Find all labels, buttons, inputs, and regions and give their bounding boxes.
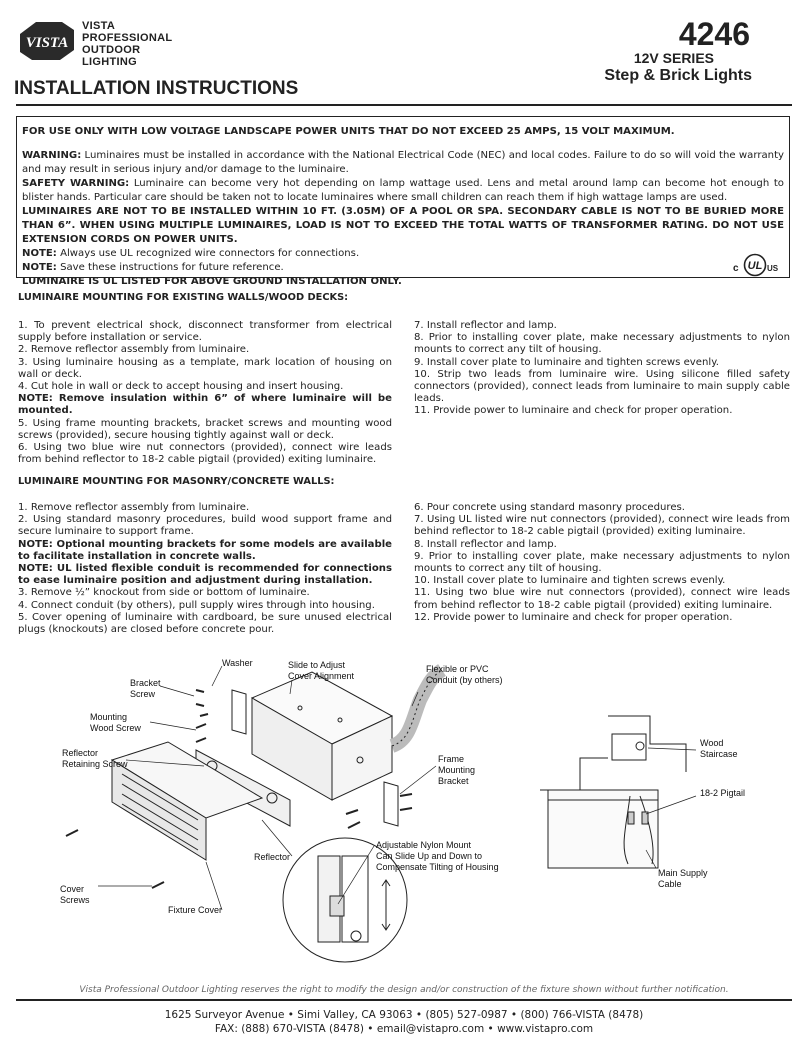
warning-label: WARNING: <box>22 150 82 161</box>
step: 9. Prior to installing cover plate, make necessary adjustments to nylon mounts to correct any tilt of housing. <box>414 550 790 575</box>
staircase-inset <box>540 716 686 868</box>
header-divider <box>16 104 792 106</box>
label-retaining-2: Retaining Screw <box>62 759 128 769</box>
note-label: NOTE: <box>22 248 57 259</box>
step: 10. Install cover plate to luminaire and tighten screws evenly. <box>414 575 726 587</box>
step: 1. To prevent electrical shock, disconnect transformer from electrical supply before installation or service. <box>18 320 392 344</box>
pool-warning: LUMINAIRES ARE NOT TO BE INSTALLED WITHIN 10 FT. (3.05M) OF A POOL OR SPA. SECONDARY CABLE IS NOT TO BE BURIED MORE THAN 6”. WHEN USING MULTIPLE LUMINAIRES, LOAD IS NOT TO EXCEED THE TOTAL WATTS OF TRANSFORMER RATING. DO NOT USE EXTENSION CORDS ON POWER UNITS. <box>22 206 784 245</box>
label-main-supply-1: Main Supply <box>658 868 708 878</box>
label-frame-3: Bracket <box>438 776 469 786</box>
note-label: NOTE: <box>22 262 57 273</box>
step: 8. Prior to installing cover plate, make necessary adjustments to nylon mounts to correct any tilt of housing. <box>414 332 790 356</box>
product-name: Step & Brick Lights <box>604 67 752 84</box>
label-staircase-2: Staircase <box>700 749 738 759</box>
step: 11. Using two blue wire nut connectors (provided), connect wire leads from behind reflector to 18-2 cable pigtail (provided) exiting luminaire. <box>414 587 790 611</box>
masonry-steps-left <box>18 502 392 636</box>
ul-us: US <box>767 264 779 273</box>
company-address: 1625 Surveyor Avenue • Simi Valley, CA 93063 • (805) 527-0987 • (800) 766-VISTA (8478) <box>164 1009 644 1021</box>
step: 6. Pour concrete using standard masonry procedures. <box>414 502 685 513</box>
ul-listing-note: LUMINAIRE IS UL LISTED FOR ABOVE GROUND INSTALLATION ONLY. <box>22 276 402 287</box>
brand-line: VISTA <box>82 20 116 32</box>
housing-box <box>252 672 392 800</box>
series-label: 12V SERIES <box>633 50 714 66</box>
vista-logo <box>16 20 78 62</box>
brand-line: OUTDOOR <box>82 44 141 56</box>
step-note: NOTE: Optional mounting brackets for some models are available to facilitate installation in concrete walls. <box>18 538 392 562</box>
step: 5. Using frame mounting brackets, bracket screws and mounting wood screws (provided), secure housing tightly against wall or deck. <box>18 417 392 441</box>
step: 7. Using UL listed wire nut connectors (provided), connect wire leads from behind reflector to 18-2 cable pigtail (provided) exiting luminaire. <box>414 514 790 538</box>
label-bracket-1: Bracket <box>130 678 161 688</box>
label-slide-2: Cover Alignment <box>288 671 355 681</box>
step: 4. Cut hole in wall or deck to accept housing and insert housing. <box>18 381 344 393</box>
note-text: Save these instructions for future reference. <box>56 262 284 273</box>
step-note: NOTE: Remove insulation within 6” of where luminaire will be mounted. <box>18 393 392 417</box>
safety-warning-text: Luminaire can become very hot depending on lamp wattage used. Lens and metal around lamp can become hot enough to blister hands. Particular care should be taken not to locate luminaires where small children can reach them if high wattage lamps are used. <box>22 178 784 203</box>
section-title-walls: LUMINAIRE MOUNTING FOR EXISTING WALLS/WOOD DECKS: <box>18 292 349 303</box>
ul-c: c <box>733 263 739 274</box>
fixture-cover-part <box>112 742 262 860</box>
label-washer: Washer <box>222 658 253 668</box>
walls-steps-right <box>414 320 790 418</box>
brand-line: PROFESSIONAL <box>82 32 173 44</box>
model-number: 4246 <box>678 16 750 52</box>
masonry-steps-right <box>414 502 790 624</box>
label-conduit-1: Flexible or PVC <box>426 664 489 674</box>
label-cover-screws-1: Cover <box>60 884 85 894</box>
frame-bracket-left <box>232 690 246 734</box>
section-title-masonry: LUMINAIRE MOUNTING FOR MASONRY/CONCRETE WALLS: <box>18 476 335 487</box>
label-nylon-2: Can Slide Up and Down to <box>376 851 483 861</box>
step: 3. Using luminaire housing as a template, mark location of housing on wall or deck. <box>18 356 392 380</box>
step-note: NOTE: UL listed flexible conduit is recommended for connections to ease luminaire position and adjustment during installation. <box>18 563 392 587</box>
label-retaining-1: Reflector <box>62 748 99 758</box>
label-frame-2: Mounting <box>438 765 476 775</box>
step: 7. Install reflector and lamp. <box>414 320 557 331</box>
step: 5. Cover opening of luminaire with cardboard, be sure unused electrical plugs (knockouts) are closed before concrete pour. <box>18 611 392 636</box>
label-nylon-3: Compensate Tilting of Housing <box>376 862 499 872</box>
safety-warning-label: SAFETY WARNING: <box>22 178 130 189</box>
label-nylon-1: Adjustable Nylon Mount <box>376 840 472 850</box>
label-bracket-2: Screw <box>130 689 156 699</box>
footer-divider <box>16 999 792 1001</box>
brand-line: LIGHTING <box>82 56 137 68</box>
label-mounting-1: Mounting <box>90 712 128 722</box>
step: 2. Using standard masonry procedures, build wood support frame and secure luminaire to support frame. <box>18 514 392 538</box>
ul-listed-icon <box>731 252 783 278</box>
step: 4. Connect conduit (by others), pull supply wires through into housing. <box>18 599 375 611</box>
label-conduit-2: Conduit (by others) <box>426 675 503 685</box>
step: 6. Using two blue wire nut connectors (provided), connect wire leads from behind reflector to 18-2 cable pigtail (provided) exiting luminaire. <box>18 442 392 466</box>
power-unit-limit: FOR USE ONLY WITH LOW VOLTAGE LANDSCAPE POWER UNITS THAT DO NOT EXCEED 25 AMPS, 15 VOLT MAXIMUM. <box>22 126 675 137</box>
label-mounting-2: Wood Screw <box>90 723 141 733</box>
label-frame-1: Frame <box>438 754 465 764</box>
installation-diagram <box>0 650 808 980</box>
step: 8. Install reflector and lamp. <box>414 538 557 550</box>
logo-text: VISTA <box>25 35 69 51</box>
label-main-supply-2: Cable <box>658 879 682 889</box>
disclaimer: Vista Professional Outdoor Lighting reserves the right to modify the design and/or construction of the fixture shown without further notification. <box>79 985 729 995</box>
label-fixture-cover: Fixture Cover <box>168 905 223 915</box>
walls-steps-left <box>18 320 392 466</box>
company-contact: FAX: (888) 670-VISTA (8478) • email@vistapro.com • www.vistapro.com <box>214 1023 594 1035</box>
step: 1. Remove reflector assembly from luminaire. <box>18 502 250 513</box>
label-reflector: Reflector <box>254 852 291 862</box>
step: 9. Install cover plate to luminaire and tighten screws evenly. <box>414 356 719 368</box>
step: 2. Remove reflector assembly from luminaire. <box>18 344 250 356</box>
step: 12. Provide power to luminaire and check for proper operation. <box>414 611 733 623</box>
step: 10. Strip two leads from luminaire wire. Using silicone filled safety connectors (provided), connect leads from luminaire to main supply cable leads. <box>414 368 790 405</box>
frame-bracket-right <box>384 782 398 826</box>
step: 11. Provide power to luminaire and check for proper operation. <box>414 405 733 417</box>
brand-name <box>82 20 172 68</box>
label-pigtail: 18-2 Pigtail <box>700 788 746 798</box>
step: 3. Remove ½” knockout from side or bottom of luminaire. <box>18 587 310 599</box>
note-text: Always use UL recognized wire connectors for connections. <box>56 248 360 259</box>
label-slide-1: Slide to Adjust <box>288 660 346 670</box>
label-staircase-1: Wood <box>700 738 724 748</box>
ul-text: UL <box>747 260 763 272</box>
warning-text: Luminaires must be installed in accordance with the National Electrical Code (NEC) and local codes. Failure to do so will void the warranty and may result in serious injury and/or damage to the luminaire. <box>22 150 784 175</box>
warning-box <box>16 116 790 287</box>
page-title: INSTALLATION INSTRUCTIONS <box>14 78 299 99</box>
label-cover-screws-2: Screws <box>60 895 90 905</box>
